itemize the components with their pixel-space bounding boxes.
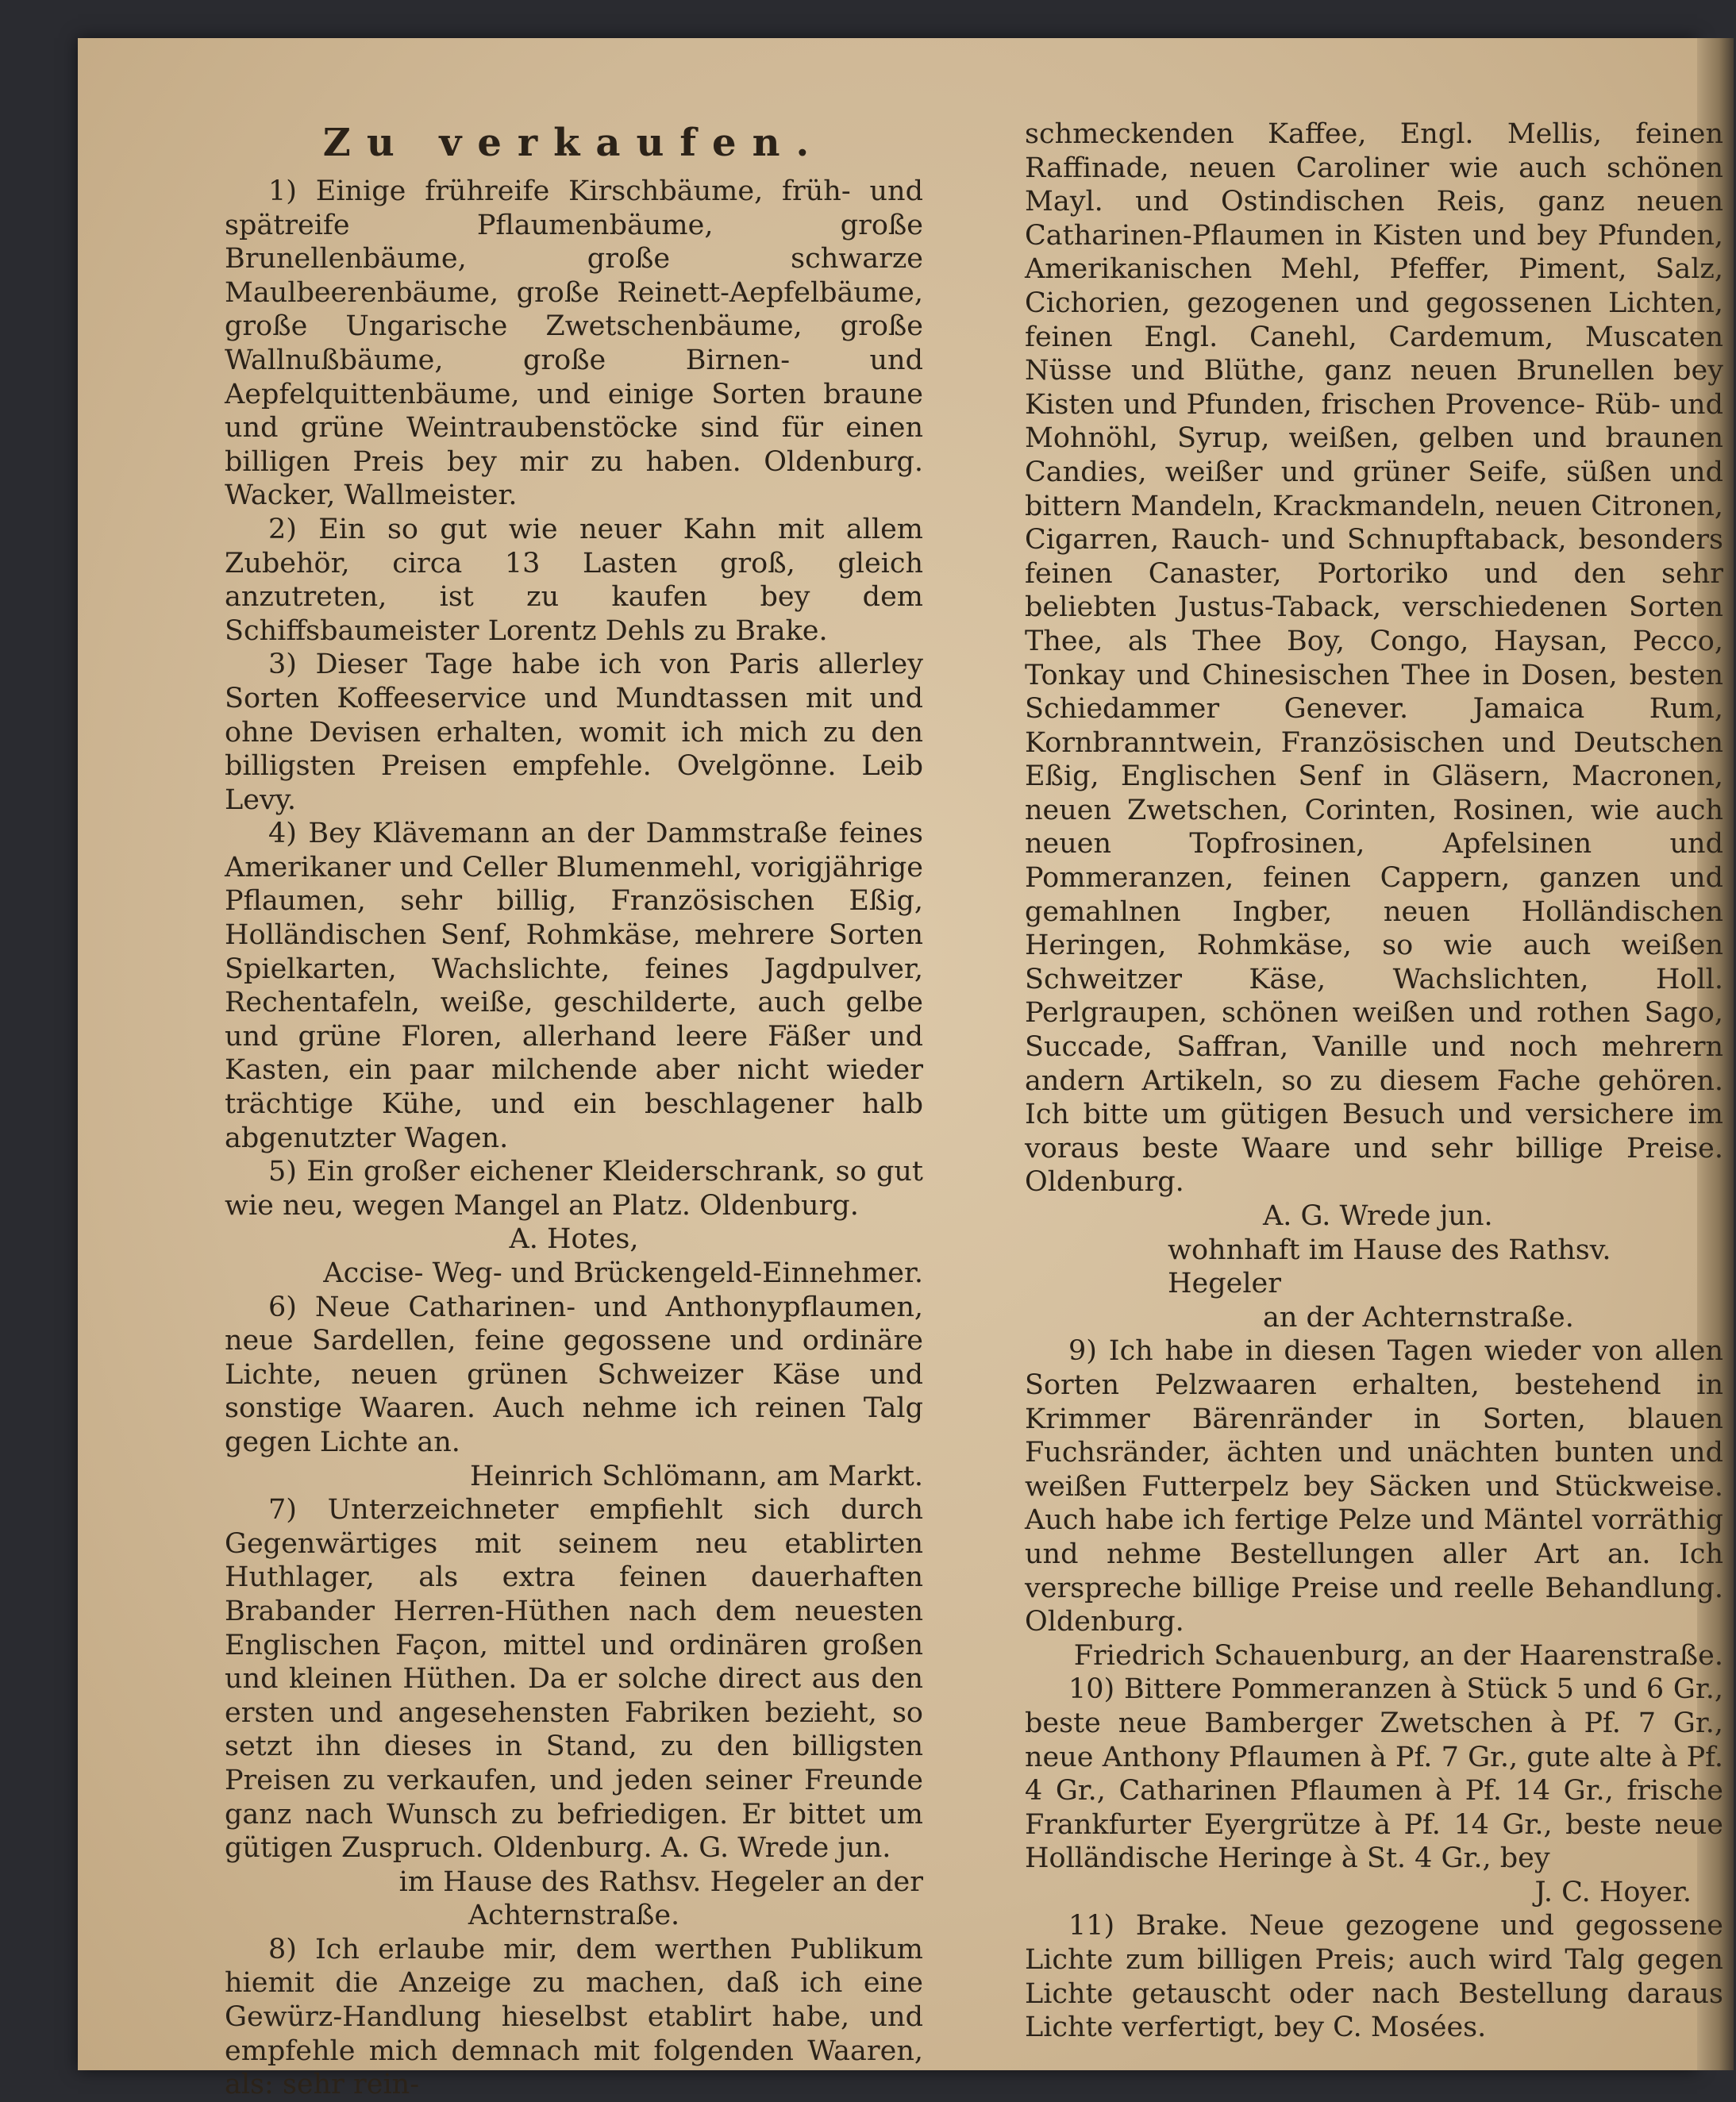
ad-7-address-street: Achternstraße.: [468, 1900, 680, 1932]
left-column: [225, 117, 923, 2102]
ad-5-signature-name: A. Hotes,: [509, 1223, 639, 1256]
ad-5-signature-title: Accise- Weg- und Brückengeld-Einnehmer.: [323, 1257, 923, 1289]
ad-7: 7) Unterzeichneter empfiehlt sich durch Gegenwärtiges mit seinem neu etablirten Huthlager, als extra feinen dauerhaften Brabander Herren-Hüthen nach dem neuesten Englischen Façon, mittel und ordinären großen und kleinen Hüthen. Da er solche direct aus den ersten und angesehensten Fabriken bezieht, so setzt ihn dieses in Stand, zu den billigsten Preisen zu verkaufen, und jeden seiner Freunde ganz nach Wunsch zu befriedigen. Er bittet um gütigen Zuspruch. Oldenburg. A. G. Wrede jun.: [225, 1494, 923, 1865]
ad-10-signature: J. C. Hoyer.: [1534, 1876, 1692, 1908]
ad-1: 1) Einige frühreife Kirschbäume, früh- und spätreife Pflaumenbäume, große Brunellenbäume, große schwarze Maulbeerenbäume, große Reinett-Aepfelbäume, große Ungarische Zwetschenbäume, große Wallnußbäume, große Birnen- und Aepfelquittenbäume, und einige Sorten braune und grüne Weintraubenstöcke sind für einen billigen Preis bey mir zu haben. Oldenburg. Wacker, Wallmeister.: [225, 175, 923, 512]
ad-10: 10) Bittere Pommeranzen à Stück 5 und 6 Gr., beste neue Bamberger Zwetschen à Pf. 7 Gr., neue Anthony Pflaumen à Pf. 7 Gr., gute alte à Pf. 4 Gr., Catharinen Pflaumen à Pf. 14 Gr., frische Frankfurter Eyergrütze à Pf. 14 Gr., beste neue Holländische Heringe à St. 4 Gr., bey: [1025, 1673, 1723, 1875]
ad-4: 4) Bey Klävemann an der Dammstraße feines Amerikaner und Celler Blumenmehl, vorigjährige Pflaumen, sehr billig, Französischen Eßig, Holländischen Senf, Rohmkäse, mehrere Sorten Spielkarten, Wachslichte, feines Jagdpulver, Rechentafeln, weiße, geschilderte, auch gelbe und grüne Floren, allerhand leere Fäßer und Kasten, ein paar milchende aber nicht wieder trächtige Kühe, und ein beschlagener halb abgenutzter Wagen.: [225, 818, 923, 1154]
ad-7-address: im Hause des Rathsv. Hegeler an der: [398, 1865, 923, 1898]
ad-9-signature: Friedrich Schauenburg, an der Haarenstraße.: [1073, 1639, 1723, 1672]
ad-9: 9) Ich habe in diesen Tagen wieder von allen Sorten Pelzwaaren erhalten, bestehend in Krimmer Bärenränder in Sorten, blauen Fuchsränder, ächten und unächten bunten und weißen Futterpelz bey Säcken und Stückweise. Auch habe ich fertige Pelze und Mäntel vorräthig und nehme Bestellungen aller Art an. Ich verspreche billige Preise und reelle Behandlung. Oldenburg.: [1025, 1335, 1723, 1638]
section-heading: Zu verkaufen.: [322, 121, 826, 165]
right-column: [1025, 117, 1723, 2045]
ad-8-signature-street: an der Achternstraße.: [1263, 1301, 1574, 1334]
ad-6-signature: Heinrich Schlömann, am Markt.: [470, 1460, 923, 1492]
ad-6: 6) Neue Catharinen- und Anthonypflaumen, neue Sardellen, feine gegossene und ordinäre Lichte, neuen grünen Schweizer Käse und sonstige Waaren. Auch nehme ich reinen Talg gegen Lichte an.: [225, 1291, 923, 1458]
ad-3: 3) Dieser Tage habe ich von Paris allerley Sorten Koffeeservice und Mundtassen mit und ohne Devisen erhalten, womit ich mich zu den billigsten Preisen empfehle. Ovelgönne. Leib Levy.: [225, 649, 923, 816]
ad-8: 8) Ich erlaube mir, dem werthen Publikum hiemit die Anzeige zu machen, daß ich eine Gewürz-Handlung hieselbst etablirt habe, und empfehle mich demnach mit folgenden Waaren, als: sehr rein-: [225, 1933, 923, 2101]
ad-11: 11) Brake. Neue gezogene und gegossene Lichte zum billigen Preis; auch wird Talg gegen Lichte getauscht oder nach Bestellung daraus Lichte verfertigt, bey C. Mosées.: [1025, 1910, 1723, 2044]
ad-8-signature-name: A. G. Wrede jun.: [1263, 1200, 1493, 1232]
ad-5: 5) Ein großer eichener Kleiderschrank, so gut wie neu, wegen Mangel an Platz. Oldenburg.: [225, 1156, 923, 1222]
newspaper-page: [78, 38, 1723, 2101]
ad-2: 2) Ein so gut wie neuer Kahn mit allem Zubehör, circa 13 Lasten groß, gleich anzutreten, ist zu kaufen bey dem Schiffsbaumeister Lorentz Dehls zu Brake.: [225, 513, 923, 647]
ad-8-signature-address: wohnhaft im Hause des Rathsv. Hegeler: [1168, 1234, 1611, 1300]
ad-8-continued: schmeckenden Kaffee, Engl. Mellis, feinen Raffinade, neuen Caroliner wie auch schönen Mayl. und Ostindischen Reis, ganz neuen Catharinen-Pflaumen in Kisten und bey Pfunden, Amerikanischen Mehl, Pfeffer, Piment, Salz, Cichorien, gezogenen und gegossenen Lichten, feinen Engl. Canehl, Cardemum, Muscaten Nüsse und Blüthe, ganz neuen Brunellen bey Kisten und Pfunden, frischen Provence- Rüb- und Mohnöhl, Syrup, weißen, gelben und braunen Candies, weißer und grüner Seife, süßen und bittern Mandeln, Krackmandeln, neuen Citronen, Cigarren, Rauch- und Schnupftaback, besonders feinen Canaster, Portoriko und den sehr beliebten Justus-Taback, verschiedenen Sorten Thee, als Thee Boy, Congo, Haysan, Pecco, Tonkay und Chinesischen Thee in Dosen, besten Schiedammer Genever. Jamaica Rum, Kornbranntwein, Französischen und Deutschen Eßig, Englischen Senf in Gläsern, Macronen, neuen Zwetschen, Corinten, Rosinen, wie auch neuen Topfrosinen, Apfelsinen und Pommeranzen, feinen Cappern, ganzen und gemahlnen Ingber, neuen Holländischen Heringen, Rohmkäse, so wie auch weißen Schweitzer Käse, Wachslichten, Holl. Perlgraupen, schönen weißen und rothen Sago, Succade, Saffran, Vanille und noch mehrern andern Artikeln, so zu diesem Fache gehören. Ich bitte um gütigen Besuch und versichere im voraus beste Waare und sehr billige Preise. Oldenburg.: [1025, 118, 1723, 1199]
